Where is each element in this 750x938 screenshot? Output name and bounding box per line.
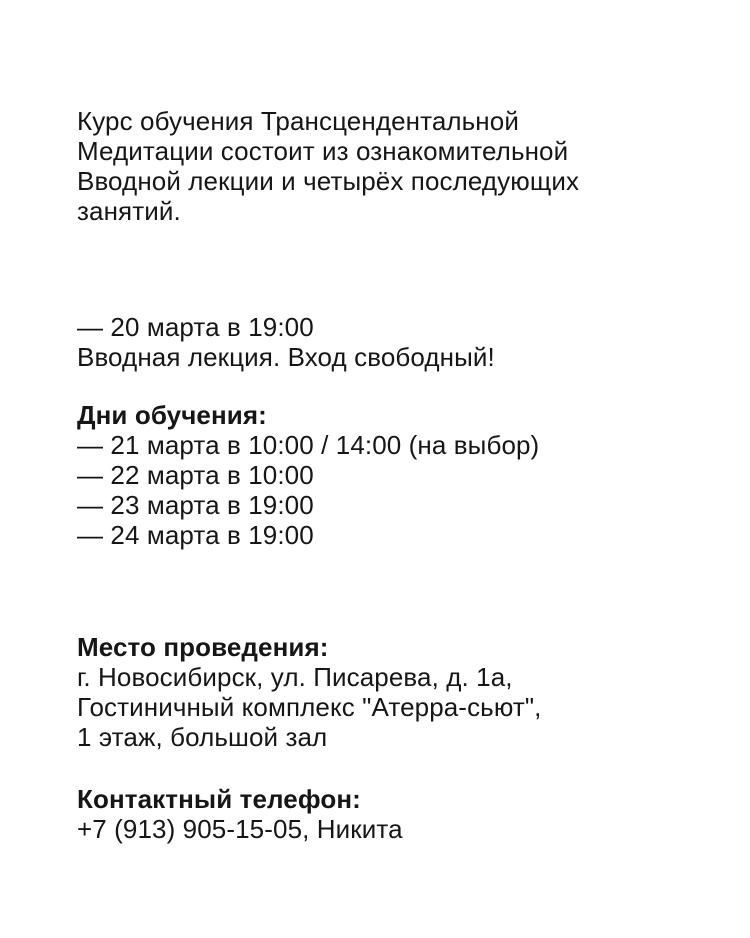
venue-section <box>77 632 710 752</box>
intro-line: Вводной лекции и четырёх последующих <box>77 166 580 196</box>
intro-lecture-section <box>77 312 710 372</box>
contact-section <box>77 784 710 844</box>
intro-line: занятий. <box>77 196 181 226</box>
venue-address-city: г. Новосибирск, ул. Писарева, д. 1а, <box>77 662 513 692</box>
schedule-item: — 22 марта в 10:00 <box>77 460 314 490</box>
schedule-section <box>77 400 710 550</box>
schedule-item: — 24 марта в 19:00 <box>77 520 314 550</box>
intro-line: Курс обучения Трансцендентальной <box>77 106 519 136</box>
schedule-item: — 21 марта в 10:00 / 14:00 (на выбор) <box>77 430 540 460</box>
venue-address-floor: 1 этаж, большой зал <box>77 722 328 752</box>
contact-phone: +7 (913) 905-15-05, Никита <box>77 814 403 844</box>
venue-address-building: Гостиничный комплекс "Атерра-сьют", <box>77 692 542 722</box>
schedule-heading: Дни обучения: <box>77 400 267 430</box>
intro-lecture-description: Вводная лекция. Вход свободный! <box>77 342 495 372</box>
intro-line: Медитации состоит из ознакомительной <box>77 136 569 166</box>
schedule-item: — 23 марта в 19:00 <box>77 490 314 520</box>
intro-paragraph <box>77 106 710 226</box>
venue-heading: Место проведения: <box>77 632 329 662</box>
intro-lecture-date: — 20 марта в 19:00 <box>77 312 314 342</box>
contact-heading: Контактный телефон: <box>77 784 361 814</box>
